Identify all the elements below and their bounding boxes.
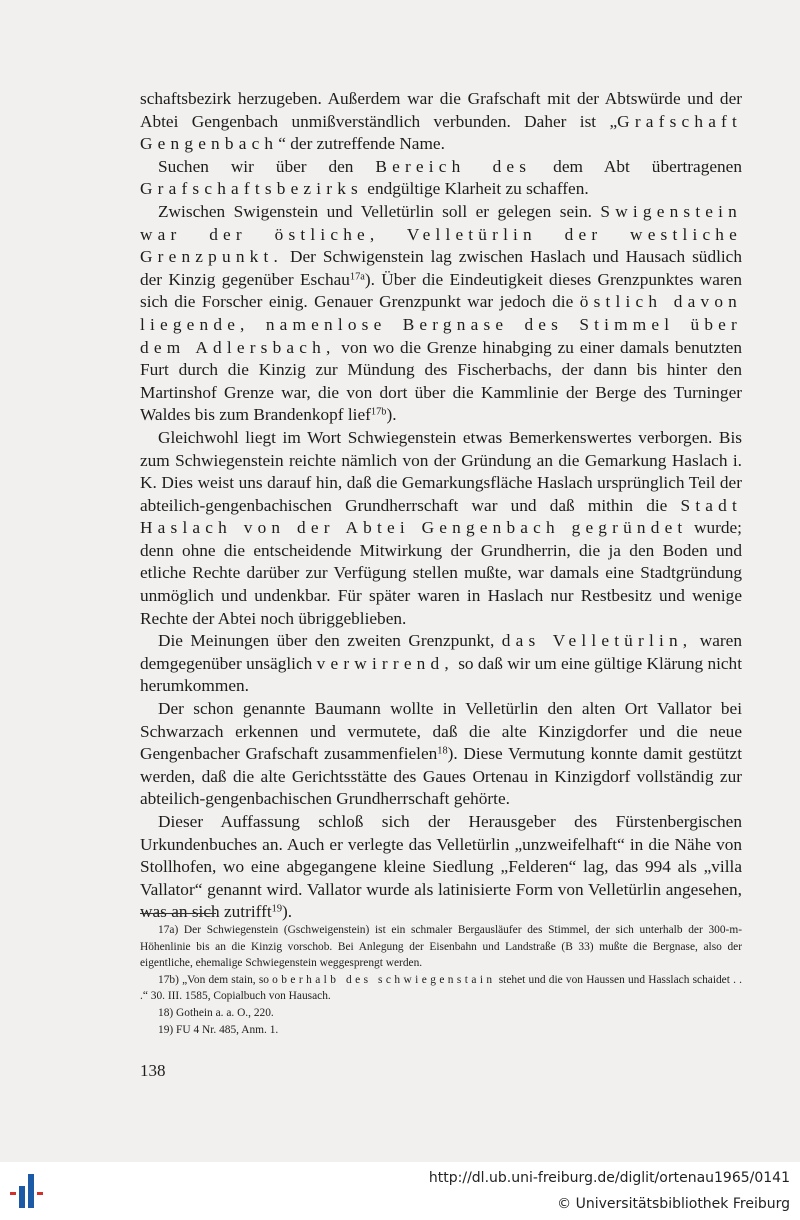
- paragraph: [140, 156, 742, 201]
- footnote-divider: [140, 913, 216, 914]
- paragraph: [140, 811, 742, 924]
- text-run: Gleichwohl liegt im Wort Schwiegenstein etwas Bemerkenswertes verborgen. Bis zum Schwiegenstein reichte nämlich von der Gründung an die Gemarkung Haslach i. K. Dies weist uns darauf hin, daß die Gemarkungsfläche Haslach ursprünglich Teil der abteilich-gengenbachischen Grundherrschaft war und daß mithin die: [140, 427, 742, 515]
- text-run: 17b) „Von dem stain, so: [158, 973, 273, 986]
- footnote-ref: 17b: [370, 406, 387, 418]
- paragraph: [140, 698, 742, 811]
- text-run: Der schon genannte Baumann wollte in Velletürlin den alten Ort Vallator bei Schwarzach erkennen und vermutete, daß die alte Kinzigdorfer und die neue Gengenbacher Grafschaft zusammenfielen: [140, 699, 742, 764]
- text-run: Der Schwigenstein lag zwischen Haslach und Hausach südlich der Kinzig gegenüber Eschau: [140, 247, 742, 289]
- viewer-footer: [0, 1162, 800, 1220]
- spaced-text: Swigenstein war der östliche, Velletürlin der westliche Grenzpunkt.: [140, 201, 742, 267]
- page-number: 138: [140, 1061, 166, 1080]
- footnote-ref: 18: [437, 745, 448, 757]
- spaced-text: das Velletürlin,: [501, 631, 693, 651]
- spaced-text: verwirrend,: [316, 653, 454, 673]
- spaced-text: Bereich des: [375, 156, 532, 176]
- footnote-ref: 17a: [349, 271, 365, 283]
- spaced-text: Stadt Haslach von der Abtei Gengenbach gegründet: [140, 495, 742, 538]
- text-run: Dieser Auffassung schloß sich der Herausgeber des Fürstenbergischen Urkundenbuches an. Auch er verlegte das Velletürlin „unzweifelhaft“ in die Nähe von Stollhofen, wo eine abgegangene kleine Siedlung „Felderen“ lag, das 994 als „villa Vallator“ genannt wird. Vallator wurde als latinisierte Form von Velletürlin angesehen, was an sich zutrifft: [140, 812, 742, 922]
- footnotes: [140, 922, 742, 1038]
- text-run: ).: [282, 902, 293, 922]
- footnote: [140, 972, 742, 1005]
- footnote-ref: 19: [271, 903, 283, 915]
- paragraph: [140, 201, 742, 427]
- text-run: “ der zutreffende Name.: [278, 134, 445, 154]
- spaced-text: östlich davon liegende, namenlose Bergnase des Stimmel über dem Adlersbach,: [140, 292, 742, 357]
- spaced-text: Grafschaftsbezirks: [140, 179, 363, 199]
- footnote: 19) FU 4 Nr. 485, Anm. 1.: [158, 1023, 279, 1036]
- text-run: ). Diese Vermutung konnte damit gestützt werden, daß die alte Gerichtsstätte des Gaues Ortenau in Kinzigdorf vollständig zur abteilich-gengenbachischen Grundherrschaft gehörte.: [140, 744, 742, 809]
- text-run: dem Abt übertragenen: [531, 156, 742, 176]
- text-run: waren demgegenüber unsäglich: [140, 631, 742, 673]
- spaced-text: oberhalb des schwiegenstain: [272, 973, 496, 986]
- spaced-text: Grafschaft Gengenbach: [140, 111, 742, 154]
- footnote: 17a) Der Schwiegenstein (Gschweigenstein) ist ein schmaler Bergausläufer des Stimmel, der sich unterhalb der 300-m-Höhenlinie bis an die Kinzig vorschob. Bei Anlegung der Eisenbahn und Landstraße (B 33) mußte die Bergnase, also der eigentliche, ehemalige Schwiegenstein weggesprengt werden.: [140, 924, 742, 970]
- text-run: endgültige Klarheit zu schaffen.: [362, 179, 589, 199]
- text-run: wurde; denn ohne die entscheidende Mitwirkung der Grundherrin, die ja den Boden und etliche Rechte darüber zur Verfügung stellen mußte, war damals eine Stadtgründung unmöglich und undenkbar. Für später waren in Haslach nur Restbesitz und wenige Rechte der Abtei noch übriggeblieben.: [140, 518, 742, 628]
- body-text: [140, 88, 742, 924]
- paragraph: [140, 88, 742, 156]
- paragraph: [140, 630, 742, 698]
- text-run: von wo die Grenze hinabging zu einer damals benutzten Furt durch die Kinzig zur Mündung des Fischerbachs, der dann bis hinter den Martinshof Grenze war, die von dort über die Kammlinie der Berge des Turninger Waldes bis zum Brandenkopf lief: [140, 337, 742, 425]
- text-run: ).: [386, 405, 397, 425]
- permalink-url[interactable]: http://dl.ub.uni-freiburg.de/diglit/ortenau1965/0141: [428, 1170, 790, 1186]
- text-run: Zwischen Swigenstein und Velletürlin soll er gelegen sein.: [158, 201, 601, 221]
- text-run: schaftsbezirk herzugeben. Außerdem war die Grafschaft mit der Abtswürde und der Abtei Gengenbach unmißverständlich verbunden. Daher ist „: [140, 89, 742, 131]
- copyright-text: © Universitätsbibliothek Freiburg: [557, 1196, 790, 1212]
- text-run: ). Über die Eindeutigkeit dieses Grenzpunktes waren sich die Forscher einig. Genauer Grenzpunkt war jedoch die: [140, 269, 742, 312]
- text-run: Suchen wir über den: [158, 156, 376, 176]
- text-run: stehet und die von Haussen und Hasslach schaidet . . .“ 30. III. 1585, Copialbuch von Hausach.: [140, 973, 742, 1003]
- text-run: Die Meinungen über den zweiten Grenzpunkt,: [158, 631, 502, 651]
- text-run: so daß wir um eine gültige Klärung nicht herumkommen.: [140, 653, 742, 696]
- paragraph: [140, 427, 742, 630]
- footnote: 18) Gothein a. a. O., 220.: [158, 1006, 274, 1019]
- ub-freiburg-logo-icon: [8, 1172, 52, 1212]
